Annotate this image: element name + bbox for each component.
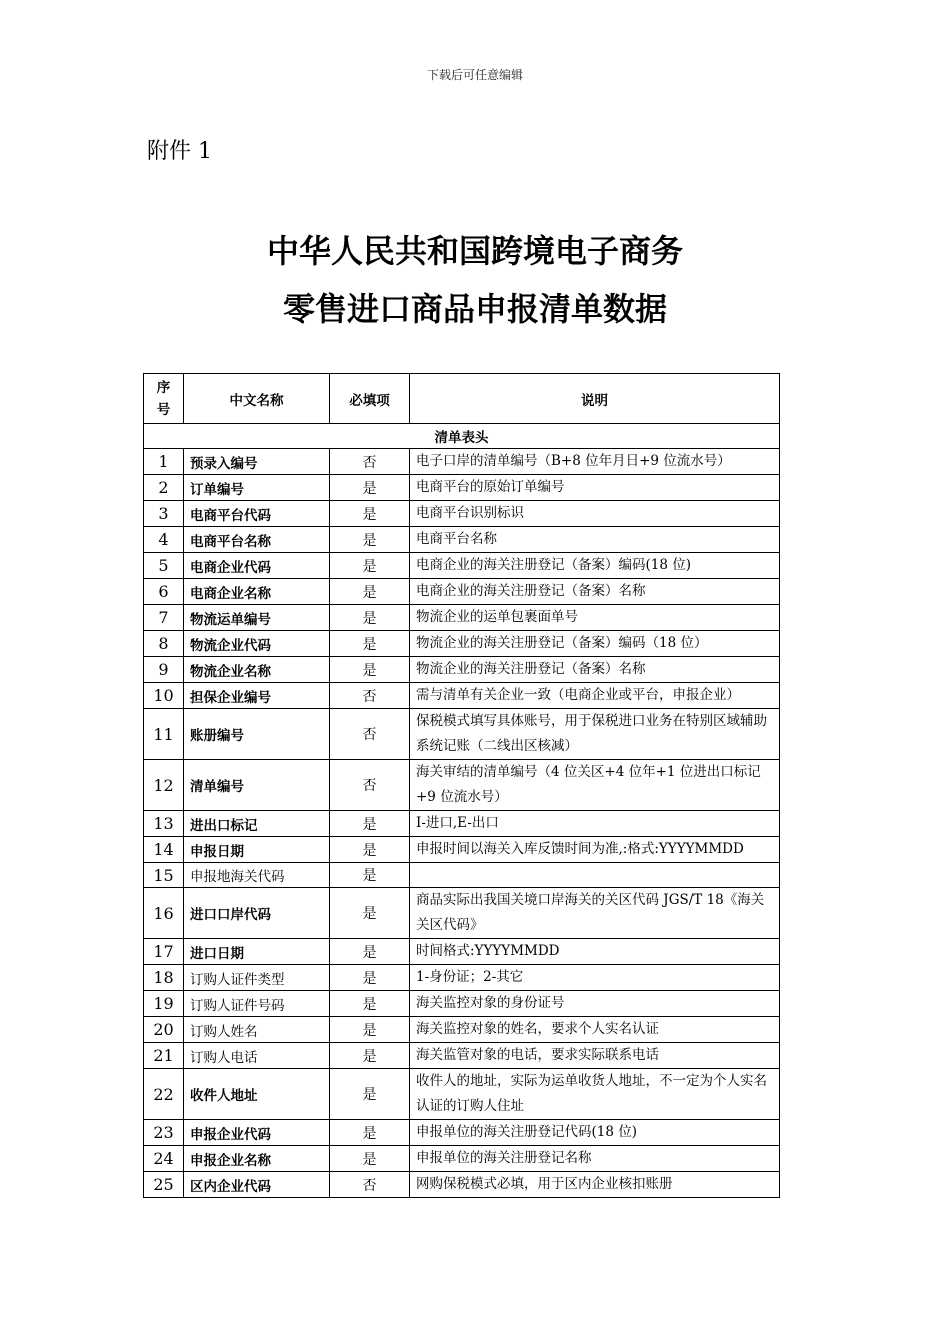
row-description: 海关监管对象的电话，要求实际联系电话 xyxy=(410,1043,780,1069)
row-name: 申报日期 xyxy=(184,837,330,863)
row-description: 物流企业的海关注册登记（备案）名称 xyxy=(410,657,780,683)
row-name: 区内企业代码 xyxy=(184,1172,330,1198)
row-required: 是 xyxy=(330,605,410,631)
row-description: 海关审结的清单编号（4 位关区+4 位年+1 位进出口标记+9 位流水号） xyxy=(410,760,780,811)
row-description: 电商平台名称 xyxy=(410,527,780,553)
row-required: 是 xyxy=(330,1043,410,1069)
header-note: 下载后可任意编辑 xyxy=(426,68,523,82)
document-title xyxy=(0,222,950,338)
row-required: 是 xyxy=(330,1069,410,1120)
row-name: 电商企业代码 xyxy=(184,553,330,579)
row-description xyxy=(410,863,780,888)
row-number: 4 xyxy=(144,527,184,553)
table-row xyxy=(144,1043,780,1069)
row-required: 是 xyxy=(330,939,410,965)
row-required: 是 xyxy=(330,888,410,939)
row-required: 是 xyxy=(330,657,410,683)
row-description: 申报单位的海关注册登记名称 xyxy=(410,1146,780,1172)
row-description: 收件人的地址，实际为运单收货人地址，不一定为个人实名认证的订购人住址 xyxy=(410,1069,780,1120)
table-row xyxy=(144,863,780,888)
table-row xyxy=(144,449,780,475)
row-number: 24 xyxy=(144,1146,184,1172)
table-row xyxy=(144,760,780,811)
row-description: 1-身份证；2-其它 xyxy=(410,965,780,991)
row-description: 物流企业的海关注册登记（备案）编码（18 位） xyxy=(410,631,780,657)
row-name: 电商平台代码 xyxy=(184,501,330,527)
row-description: 电商企业的海关注册登记（备案）编码(18 位) xyxy=(410,553,780,579)
table-row xyxy=(144,709,780,760)
row-name: 申报地海关代码 xyxy=(184,863,330,888)
row-name: 物流企业名称 xyxy=(184,657,330,683)
row-description: 物流企业的运单包裹面单号 xyxy=(410,605,780,631)
row-name: 订单编号 xyxy=(184,475,330,501)
row-name: 物流企业代码 xyxy=(184,631,330,657)
row-required: 否 xyxy=(330,683,410,709)
row-number: 23 xyxy=(144,1120,184,1146)
row-name: 收件人地址 xyxy=(184,1069,330,1120)
row-number: 18 xyxy=(144,965,184,991)
row-required: 是 xyxy=(330,475,410,501)
row-required: 是 xyxy=(330,527,410,553)
row-number: 2 xyxy=(144,475,184,501)
row-name: 进口口岸代码 xyxy=(184,888,330,939)
row-number: 17 xyxy=(144,939,184,965)
table-row xyxy=(144,605,780,631)
table-row xyxy=(144,888,780,939)
row-description: 电商平台的原始订单编号 xyxy=(410,475,780,501)
row-number: 15 xyxy=(144,863,184,888)
row-description: 网购保税模式必填，用于区内企业核扣账册 xyxy=(410,1172,780,1198)
row-number: 21 xyxy=(144,1043,184,1069)
table-row xyxy=(144,657,780,683)
declaration-table xyxy=(143,373,780,1198)
row-name: 进出口标记 xyxy=(184,811,330,837)
row-required: 是 xyxy=(330,501,410,527)
row-name: 电商企业名称 xyxy=(184,579,330,605)
row-description: 海关监控对象的姓名，要求个人实名认证 xyxy=(410,1017,780,1043)
table-row xyxy=(144,527,780,553)
row-name: 订购人证件类型 xyxy=(184,965,330,991)
row-name: 订购人证件号码 xyxy=(184,991,330,1017)
row-required: 是 xyxy=(330,579,410,605)
row-description: 保税模式填写具体账号，用于保税进口业务在特别区域辅助系统记账（二线出区核减） xyxy=(410,709,780,760)
row-name: 预录入编号 xyxy=(184,449,330,475)
row-required: 是 xyxy=(330,1017,410,1043)
row-description: 商品实际出我国关境口岸海关的关区代码 JGS/T 18《海关关区代码》 xyxy=(410,888,780,939)
row-name: 清单编号 xyxy=(184,760,330,811)
row-number: 20 xyxy=(144,1017,184,1043)
row-number: 14 xyxy=(144,837,184,863)
table-row xyxy=(144,1146,780,1172)
table-row xyxy=(144,1120,780,1146)
row-name: 进口日期 xyxy=(184,939,330,965)
row-number: 19 xyxy=(144,991,184,1017)
title-line-1: 中华人民共和国跨境电子商务 xyxy=(266,232,683,270)
row-required: 是 xyxy=(330,965,410,991)
table-row xyxy=(144,811,780,837)
table-header-row xyxy=(144,374,780,424)
table-row xyxy=(144,1172,780,1198)
row-required: 是 xyxy=(330,1146,410,1172)
column-header-name: 中文名称 xyxy=(184,374,330,424)
section-row xyxy=(144,424,780,449)
table-row xyxy=(144,553,780,579)
table-row xyxy=(144,939,780,965)
row-number: 8 xyxy=(144,631,184,657)
title-line-2: 零售进口商品申报清单数据 xyxy=(282,290,667,328)
row-description: 电子口岸的清单编号（B+8 位年月日+9 位流水号） xyxy=(410,449,780,475)
row-required: 否 xyxy=(330,449,410,475)
row-number: 11 xyxy=(144,709,184,760)
row-name: 账册编号 xyxy=(184,709,330,760)
row-description: 申报单位的海关注册登记代码(18 位) xyxy=(410,1120,780,1146)
table-row xyxy=(144,991,780,1017)
row-number: 6 xyxy=(144,579,184,605)
row-description: 申报时间以海关入库反馈时间为准,:格式:YYYYMMDD xyxy=(410,837,780,863)
row-description: 时间格式:YYYYMMDD xyxy=(410,939,780,965)
row-number: 22 xyxy=(144,1069,184,1120)
column-header-required: 必填项 xyxy=(330,374,410,424)
row-description: 电商平台识别标识 xyxy=(410,501,780,527)
row-number: 13 xyxy=(144,811,184,837)
row-required: 是 xyxy=(330,553,410,579)
row-name: 申报企业代码 xyxy=(184,1120,330,1146)
row-name: 担保企业编号 xyxy=(184,683,330,709)
row-number: 9 xyxy=(144,657,184,683)
row-number: 16 xyxy=(144,888,184,939)
column-header-desc: 说明 xyxy=(410,374,780,424)
row-name: 订购人姓名 xyxy=(184,1017,330,1043)
row-required: 是 xyxy=(330,991,410,1017)
table-row xyxy=(144,579,780,605)
row-number: 1 xyxy=(144,449,184,475)
row-name: 申报企业名称 xyxy=(184,1146,330,1172)
row-required: 是 xyxy=(330,863,410,888)
row-name: 订购人电话 xyxy=(184,1043,330,1069)
row-description: I-进口,E-出口 xyxy=(410,811,780,837)
row-number: 5 xyxy=(144,553,184,579)
table-row xyxy=(144,475,780,501)
attachment-label: 附件 1 xyxy=(147,139,212,164)
row-required: 是 xyxy=(330,837,410,863)
row-required: 是 xyxy=(330,631,410,657)
row-required: 否 xyxy=(330,1172,410,1198)
row-required: 是 xyxy=(330,811,410,837)
column-header-no: 序号 xyxy=(144,374,184,424)
row-description: 海关监控对象的身份证号 xyxy=(410,991,780,1017)
table-row xyxy=(144,837,780,863)
table-row xyxy=(144,501,780,527)
row-description: 需与清单有关企业一致（电商企业或平台，申报企业） xyxy=(410,683,780,709)
table-row xyxy=(144,1069,780,1120)
table-row xyxy=(144,1017,780,1043)
row-name: 物流运单编号 xyxy=(184,605,330,631)
row-number: 12 xyxy=(144,760,184,811)
row-description: 电商企业的海关注册登记（备案）名称 xyxy=(410,579,780,605)
table-row xyxy=(144,631,780,657)
row-required: 是 xyxy=(330,1120,410,1146)
row-name: 电商平台名称 xyxy=(184,527,330,553)
row-number: 25 xyxy=(144,1172,184,1198)
row-number: 7 xyxy=(144,605,184,631)
row-required: 否 xyxy=(330,760,410,811)
row-number: 3 xyxy=(144,501,184,527)
row-required: 否 xyxy=(330,709,410,760)
table-row xyxy=(144,683,780,709)
row-number: 10 xyxy=(144,683,184,709)
section-label: 清单表头 xyxy=(144,424,780,449)
table-row xyxy=(144,965,780,991)
